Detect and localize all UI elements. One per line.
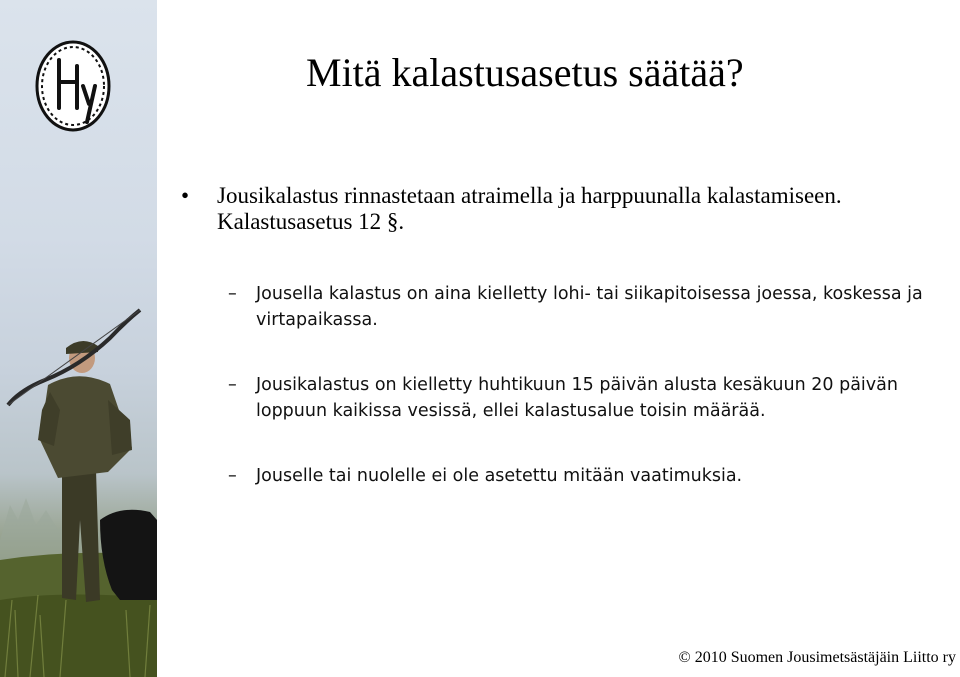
sub-item-text: Jousella kalastus on aina kielletty lohi- tai siikapitoisessa joessa, koskessa ja virtapaikassa. bbox=[256, 284, 923, 330]
sub-item-text: Jouselle tai nuolelle ei ole asetettu mitään vaatimuksia. bbox=[256, 466, 743, 486]
sub-item-marker: – bbox=[228, 466, 237, 486]
sub-item-marker: – bbox=[228, 375, 237, 395]
sub-item-text: Jousikalastus on kielletty huhtikuun 15 päivän alusta kesäkuun 20 päivän loppuun kaikissa vesissä, ellei kalastusalue toisin määrää. bbox=[256, 375, 898, 421]
copyright-footer: © 2010 Suomen Jousimetsästäjäin Liitto ry bbox=[678, 649, 956, 666]
slide-title: Mitä kalastusasetus säätää? bbox=[306, 50, 744, 95]
association-logo bbox=[33, 38, 113, 134]
bullet-marker: • bbox=[181, 183, 190, 208]
bullet-text: Jousikalastus rinnastetaan atraimella ja harppuunalla kalastamiseen. Kalastusasetus 12 §. bbox=[217, 183, 842, 234]
sub-item-marker: – bbox=[228, 284, 237, 304]
